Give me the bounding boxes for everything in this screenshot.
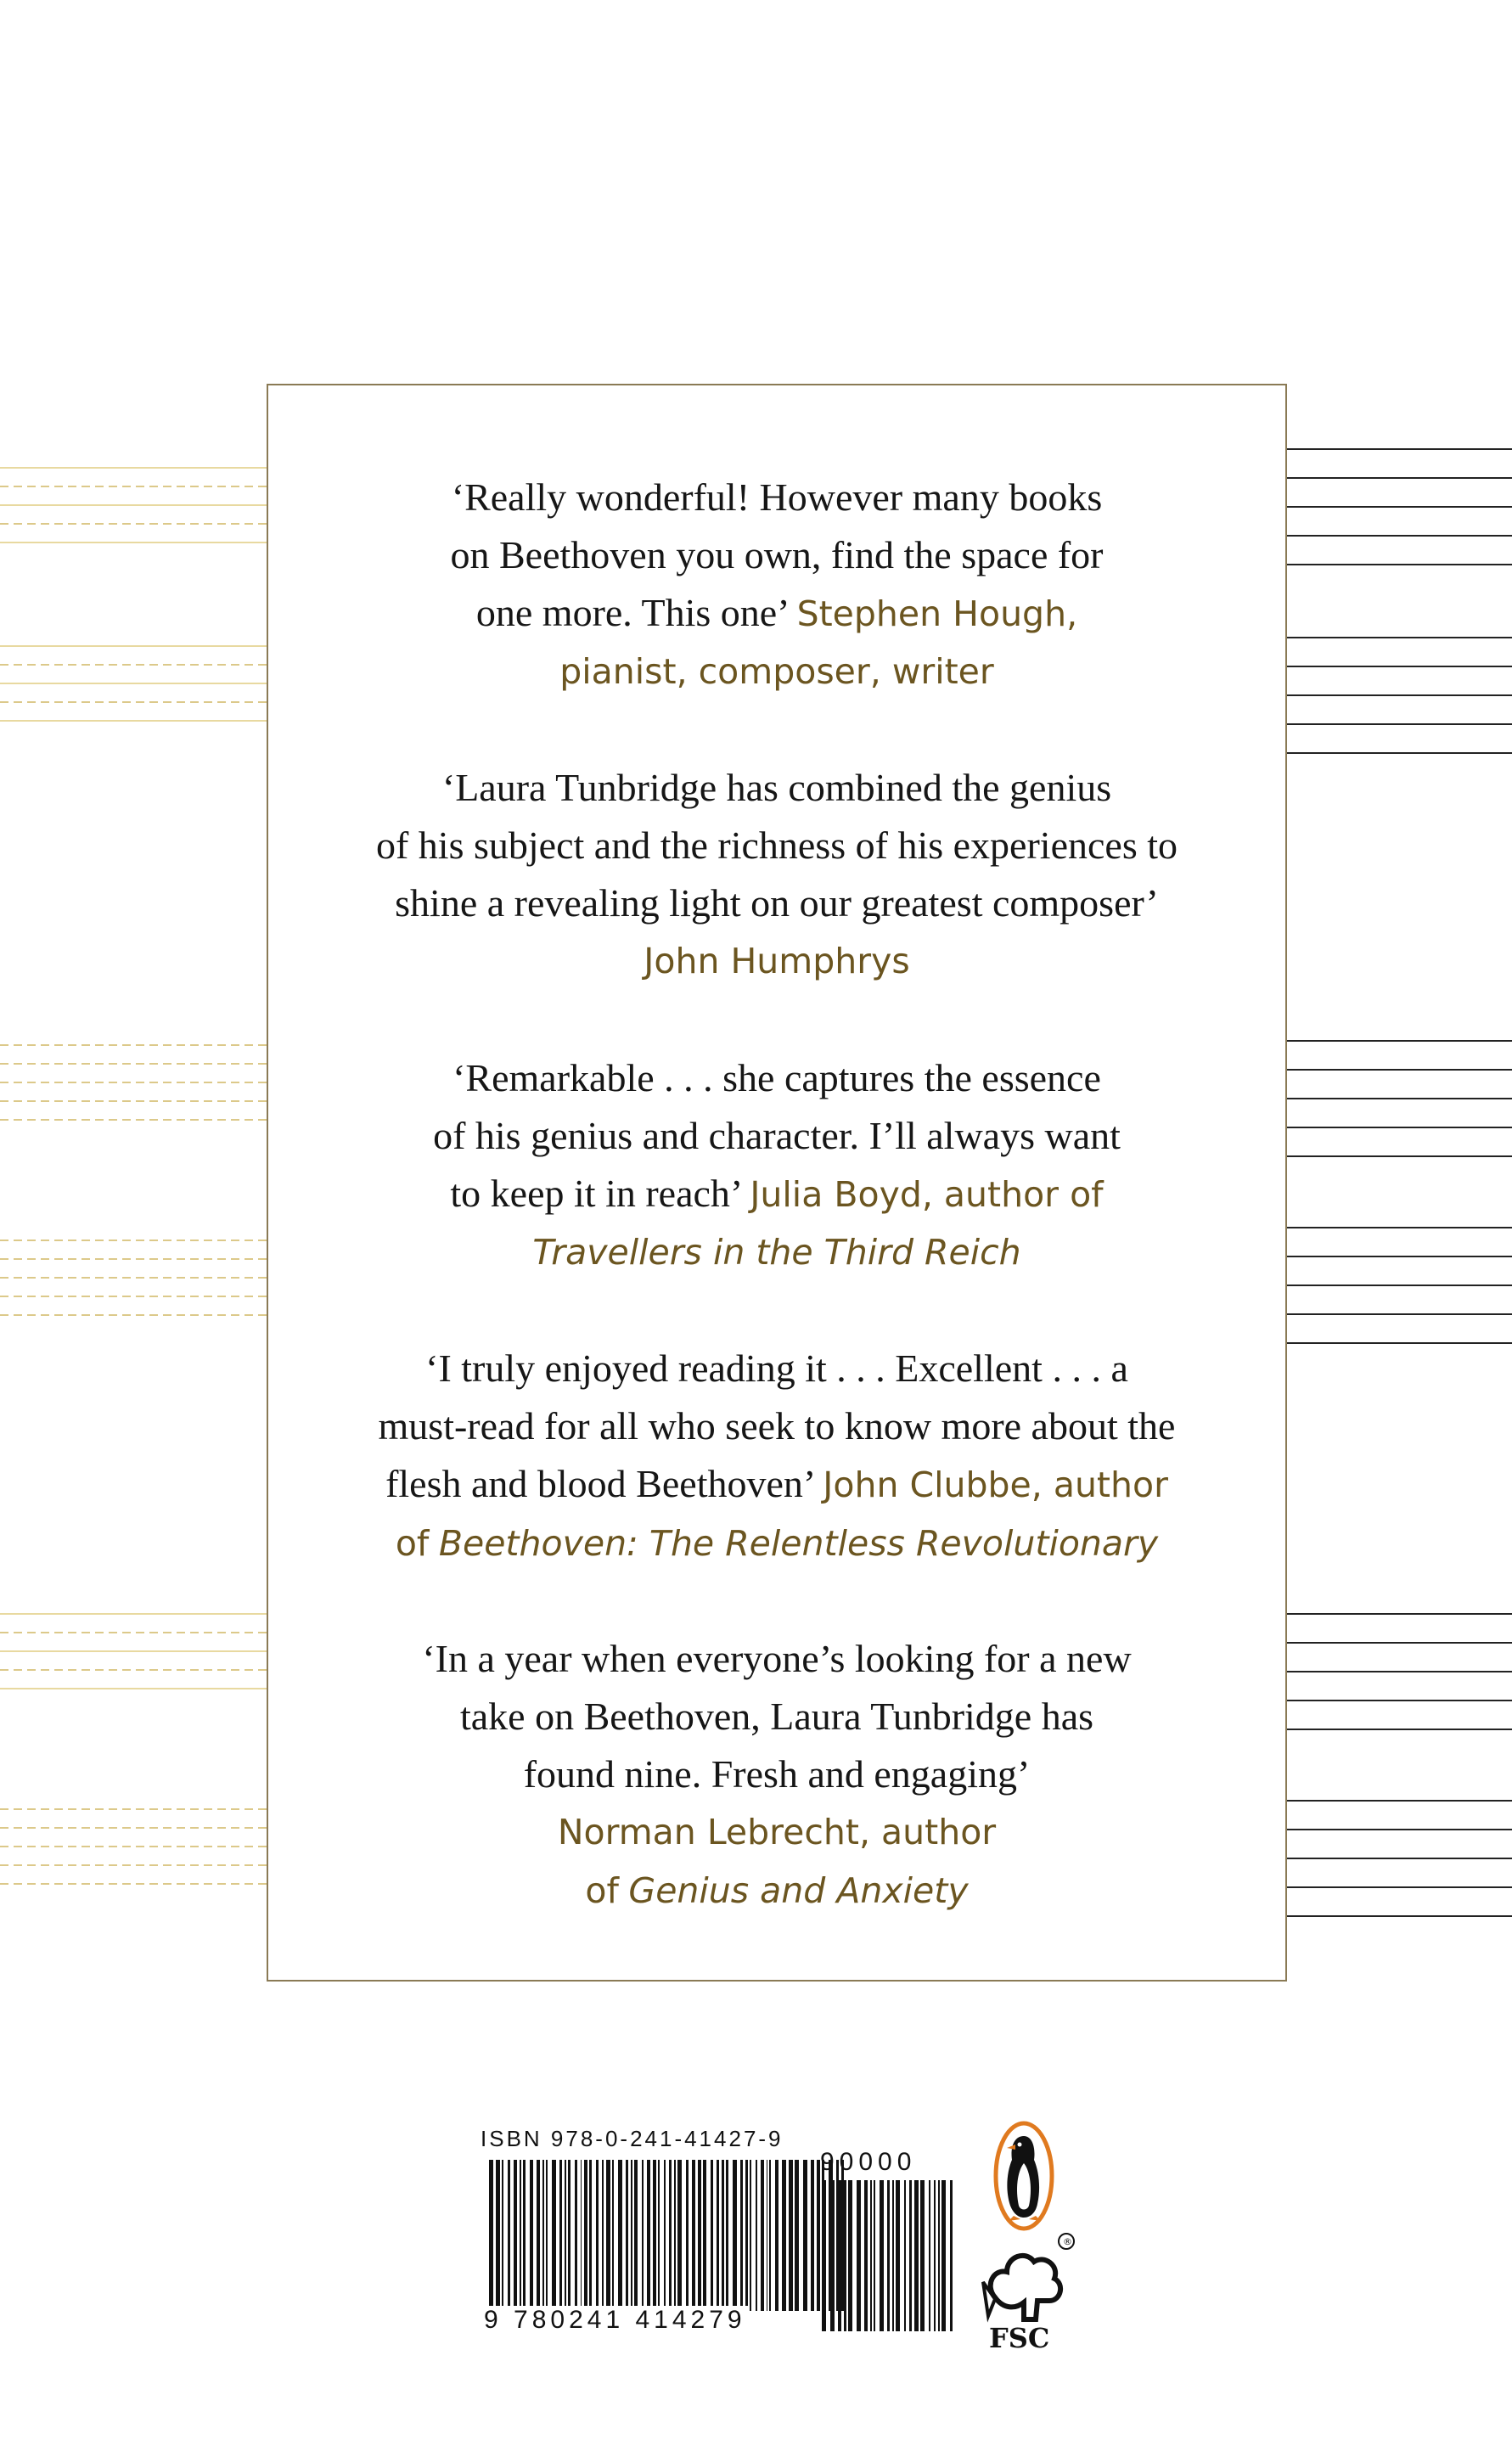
barcode-bar bbox=[658, 2160, 660, 2311]
barcode-bar bbox=[520, 2160, 521, 2311]
quote-attribution-title: Travellers in the Third Reich bbox=[532, 1232, 1021, 1273]
barcode-bar bbox=[542, 2160, 544, 2311]
quote-attribution: of bbox=[585, 1870, 619, 1911]
quote-line: ‘Remarkable . . . she captures the essence bbox=[452, 1056, 1101, 1099]
barcode-bar bbox=[530, 2160, 533, 2311]
quote-attribution: pianist, composer, writer bbox=[559, 651, 994, 692]
barcode-bar bbox=[546, 2160, 548, 2311]
barcode-bar bbox=[870, 2180, 873, 2331]
barcode-bar bbox=[795, 2160, 799, 2311]
barcode-bar bbox=[653, 2160, 656, 2311]
barcode-bar bbox=[596, 2160, 599, 2311]
quote-line: ‘I truly enjoyed reading it . . . Excellent . . . a bbox=[425, 1346, 1128, 1390]
barcode-bar bbox=[803, 2160, 807, 2311]
barcode-bar bbox=[892, 2180, 894, 2331]
barcode-bar bbox=[929, 2180, 930, 2331]
barcode-bar bbox=[669, 2160, 672, 2311]
barcode-bar bbox=[838, 2180, 842, 2331]
staff-right-4 bbox=[1287, 1227, 1512, 1346]
barcode-bar bbox=[698, 2160, 701, 2311]
barcode-bar bbox=[769, 2160, 771, 2311]
barcode-bar bbox=[887, 2180, 890, 2331]
quote-line: take on Beethoven, Laura Tunbridge has bbox=[459, 1695, 1094, 1738]
barcode-bar bbox=[626, 2160, 628, 2311]
penguin-icon bbox=[993, 2121, 1054, 2231]
barcode-bar bbox=[934, 2180, 936, 2331]
barcode-bar bbox=[631, 2160, 632, 2311]
staff-left-3 bbox=[0, 1044, 267, 1121]
staff-left-2 bbox=[0, 645, 267, 722]
quote-line: flesh and blood Beethoven’ bbox=[385, 1462, 813, 1505]
barcode-bar bbox=[880, 2180, 884, 2331]
barcode-bar bbox=[664, 2160, 666, 2311]
quote-line: one more. This one’ bbox=[475, 591, 788, 634]
barcode-bar bbox=[756, 2160, 757, 2311]
barcode-bar bbox=[750, 2160, 751, 2311]
barcode-bar bbox=[775, 2160, 778, 2311]
staff-left-4 bbox=[0, 1240, 267, 1316]
quote-3 bbox=[268, 1049, 1285, 1281]
barcode-bar bbox=[782, 2160, 786, 2311]
isbn-barcode-bars bbox=[489, 2160, 846, 2311]
isbn-label: ISBN 978-0-241-41427-9 bbox=[481, 2126, 784, 2151]
quote-attribution: John Humphrys bbox=[644, 941, 910, 981]
barcode-bar bbox=[920, 2180, 925, 2331]
barcode-bar bbox=[692, 2160, 695, 2311]
quote-line: ‘Really wonderful! However many books bbox=[451, 475, 1103, 519]
quote-1 bbox=[268, 469, 1285, 700]
barcode-bar bbox=[822, 2180, 826, 2331]
barcode-bar bbox=[568, 2160, 571, 2311]
barcode-bar bbox=[950, 2180, 953, 2331]
registered-mark: ® bbox=[1063, 2236, 1072, 2247]
barcode-bar bbox=[726, 2160, 728, 2311]
quote-line: ‘Laura Tunbridge has combined the genius bbox=[441, 766, 1112, 809]
barcode-bar bbox=[508, 2160, 510, 2311]
staff-right-5 bbox=[1287, 1613, 1512, 1732]
barcode-bar bbox=[606, 2160, 610, 2311]
barcode-bar bbox=[618, 2160, 622, 2311]
barcode-bar bbox=[817, 2160, 820, 2311]
quote-line: shine a revealing light on our greatest composer’ bbox=[395, 881, 1159, 925]
quote-line: to keep it in reach’ bbox=[450, 1172, 740, 1215]
barcode-bar bbox=[914, 2180, 919, 2331]
barcode-bar bbox=[909, 2180, 912, 2331]
barcode-bar bbox=[581, 2160, 582, 2311]
staff-right-3 bbox=[1287, 1040, 1512, 1159]
barcode-bar bbox=[767, 2160, 768, 2311]
barcode-bar bbox=[733, 2160, 737, 2311]
barcode-bar bbox=[523, 2160, 526, 2311]
staff-left-6 bbox=[0, 1808, 267, 1885]
barcode-bar bbox=[612, 2160, 614, 2311]
staff-right-6 bbox=[1287, 1800, 1512, 1919]
barcode-bar bbox=[789, 2160, 793, 2311]
staff-right-2 bbox=[1287, 637, 1512, 756]
barcode-bar bbox=[896, 2180, 900, 2331]
quote-attribution-title: Genius and Anxiety bbox=[628, 1870, 969, 1911]
barcode-bar bbox=[938, 2180, 941, 2331]
staff-right-1 bbox=[1287, 448, 1512, 567]
barcode-bar bbox=[642, 2160, 644, 2311]
barcode-bar bbox=[674, 2160, 676, 2311]
barcode-bar bbox=[589, 2160, 592, 2311]
quote-attribution: Stephen Hough, bbox=[796, 593, 1078, 634]
barcode bbox=[472, 2126, 956, 2347]
barcode-bar bbox=[647, 2160, 650, 2311]
praise-panel bbox=[267, 384, 1287, 1982]
staff-left-1 bbox=[0, 467, 267, 543]
barcode-bar bbox=[722, 2160, 724, 2311]
quote-line: must-read for all who seek to know more about the bbox=[378, 1404, 1176, 1448]
barcode-bar bbox=[496, 2160, 500, 2311]
barcode-bar bbox=[848, 2180, 852, 2331]
quote-5 bbox=[268, 1630, 1285, 1920]
quote-attribution: Julia Boyd, author of bbox=[750, 1174, 1104, 1215]
fsc-label: FSC bbox=[989, 2322, 1050, 2354]
barcode-bar bbox=[857, 2180, 861, 2331]
barcode-bar bbox=[602, 2160, 604, 2311]
barcode-bar bbox=[904, 2180, 907, 2331]
barcode-bar bbox=[559, 2160, 562, 2311]
quote-line: on Beethoven you own, find the space for bbox=[450, 533, 1104, 576]
price-code: 90000 bbox=[820, 2148, 917, 2176]
barcode-bar bbox=[703, 2160, 707, 2311]
barcode-bar bbox=[584, 2160, 587, 2311]
barcode-bar bbox=[745, 2160, 748, 2311]
price-barcode-bars bbox=[822, 2180, 956, 2331]
barcode-bar bbox=[634, 2160, 638, 2311]
quote-attribution-title: Beethoven: The Relentless Revolutionary bbox=[438, 1523, 1159, 1564]
barcode-bar bbox=[717, 2160, 719, 2311]
quote-line: of his subject and the richness of his experiences to bbox=[375, 824, 1178, 867]
quote-line: of his genius and character. I’ll always want bbox=[433, 1114, 1121, 1157]
barcode-bar bbox=[514, 2160, 518, 2311]
barcode-bar bbox=[489, 2160, 493, 2311]
barcode-bar bbox=[537, 2160, 540, 2311]
quote-attribution: Norman Lebrecht, author bbox=[557, 1812, 997, 1852]
barcode-bar bbox=[677, 2160, 682, 2311]
barcode-bar bbox=[830, 2180, 835, 2331]
quote-2 bbox=[268, 759, 1285, 990]
barcode-bar bbox=[711, 2160, 713, 2311]
quote-line: found nine. Fresh and engaging’ bbox=[523, 1752, 1031, 1796]
barcode-bar bbox=[575, 2160, 577, 2311]
barcode-bar bbox=[740, 2160, 743, 2311]
barcode-bar bbox=[502, 2160, 503, 2311]
barcode-bar bbox=[941, 2180, 946, 2331]
quote-attribution: of bbox=[395, 1523, 430, 1564]
quote-line: ‘In a year when everyone’s looking for a new bbox=[422, 1637, 1132, 1680]
staff-left-5 bbox=[0, 1613, 267, 1689]
barcode-bar bbox=[565, 2160, 566, 2311]
quote-4 bbox=[268, 1340, 1285, 1572]
barcode-bar bbox=[552, 2160, 556, 2311]
barcode-bar bbox=[811, 2160, 814, 2311]
barcode-bar bbox=[761, 2160, 764, 2311]
quote-attribution: John Clubbe, author bbox=[823, 1464, 1168, 1505]
barcode-bar bbox=[874, 2180, 875, 2331]
barcode-bar bbox=[844, 2180, 846, 2331]
barcode-bar bbox=[864, 2180, 868, 2331]
barcode-bar bbox=[686, 2160, 689, 2311]
isbn-digits: 9 780241 414279 bbox=[481, 2306, 750, 2335]
